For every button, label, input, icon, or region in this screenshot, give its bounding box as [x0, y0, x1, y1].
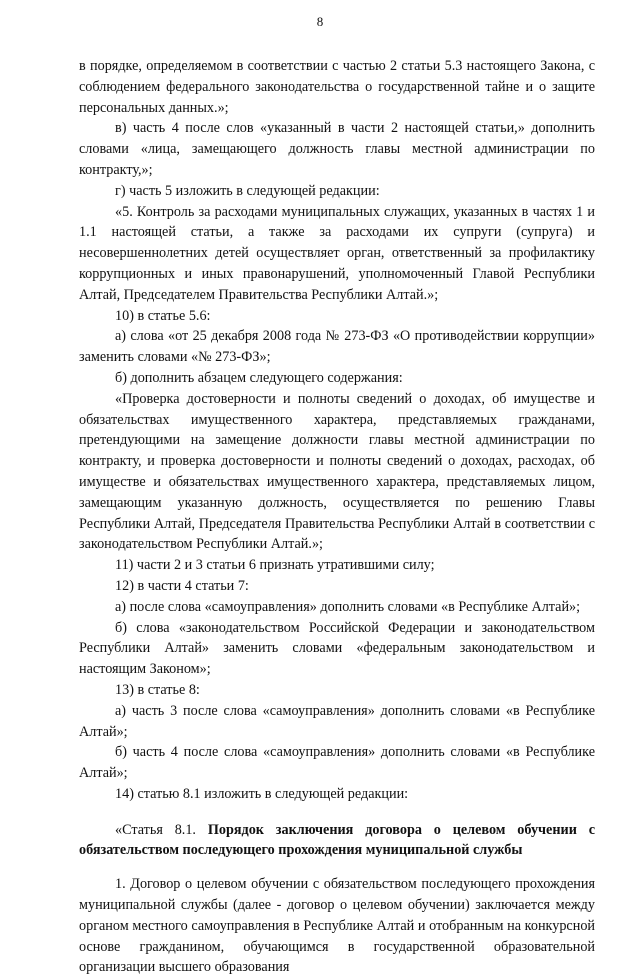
paragraph-continuation: в порядке, определяемом в соответствии с частью 2 статьи 5.3 настоящего Закона, с соблюдением федерального законодательства о государственной тайне и о защите персональных данных.»; [79, 58, 595, 116]
article-heading [79, 820, 595, 862]
paragraph-item-10a: а) слова «от 25 декабря 2008 года № 273-ФЗ «О противодействии коррупции» заменить словами «№ 273-ФЗ»; [79, 328, 595, 366]
paragraph-item-13: 13) в статье 8: [115, 681, 200, 698]
paragraph-item-g: г) часть 5 изложить в следующей редакции: [115, 182, 380, 199]
paragraph-item-10b: б) дополнить абзацем следующего содержания: [115, 369, 403, 386]
paragraph-item-12b: б) слова «законодательством Российской Федерации и законодательством Республики Алтай» заменить словами «федеральным законодательством и настоящим Законом»; [79, 619, 595, 678]
paragraph-item-12: 12) в части 4 статьи 7: [115, 577, 249, 594]
paragraph-quote-verification: «Проверка достоверности и полноты сведений о доходах, об имуществе и обязательствах имущественного характера, представляемых гражданами, претендующими на замещение должности главы местной администрации по контракту, и проверка достоверности и полноты сведений о доходах, расходах, об имуществе и обязательствах имущественного характера, представляемых лицом, замещающим указанную должность, осуществляется по решению Главы Республики Алтай, Председателя Правительства Республики Алтай в соответствии с законодательством Республики Алтай.»; [79, 390, 595, 553]
paragraph-item-13b: б) часть 4 после слова «самоуправления» дополнить словами «в Республике Алтай»; [79, 744, 595, 782]
page-number: 8 [316, 14, 324, 29]
paragraph-quote-part-5: «5. Контроль за расходами муниципальных служащих, указанных в частях 1 и 1.1 настоящей статьи, а также за расходами их супруги (супруга) и несовершеннолетних детей осуществляет орган, ответственный за профилактику коррупционных и иных правонарушений, уполномоченный Главой Республики Алтай, Председателем Правительства Республики Алтай.»; [79, 203, 595, 303]
document-body [79, 56, 595, 978]
paragraph-item-11: 11) части 2 и 3 статьи 6 признать утратившими силу; [115, 557, 435, 574]
paragraph-article-part-1: 1. Договор о целевом обучении с обязательством последующего прохождения муниципальной службы (далее - договор о целевом обучении) заключается между органом местного самоуправления в Республике Алтай и отобранным на конкурсной основе гражданином, обучающимся в государственной образовательной организации высшего образования [79, 876, 595, 976]
paragraph-item-v: в) часть 4 после слов «указанный в части 2 настоящей статьи,» дополнить словами «лица, замещающего должность главы местной администрации по контракту,»; [79, 120, 595, 178]
paragraph-item-13a: а) часть 3 после слова «самоуправления» дополнить словами «в Республике Алтай»; [79, 702, 595, 740]
paragraph-item-14: 14) статью 8.1 изложить в следующей редакции: [115, 785, 409, 802]
article-heading-title: Порядок заключения договора о целевом обучении с обязательством последующего прохождения муниципальной службы [79, 821, 596, 859]
paragraph-item-12a: а) после слова «самоуправления» дополнить словами «в Республике Алтай»; [115, 598, 581, 615]
paragraph-item-10: 10) в статье 5.6: [115, 307, 211, 324]
article-heading-prefix: «Статья 8.1. [115, 821, 208, 838]
